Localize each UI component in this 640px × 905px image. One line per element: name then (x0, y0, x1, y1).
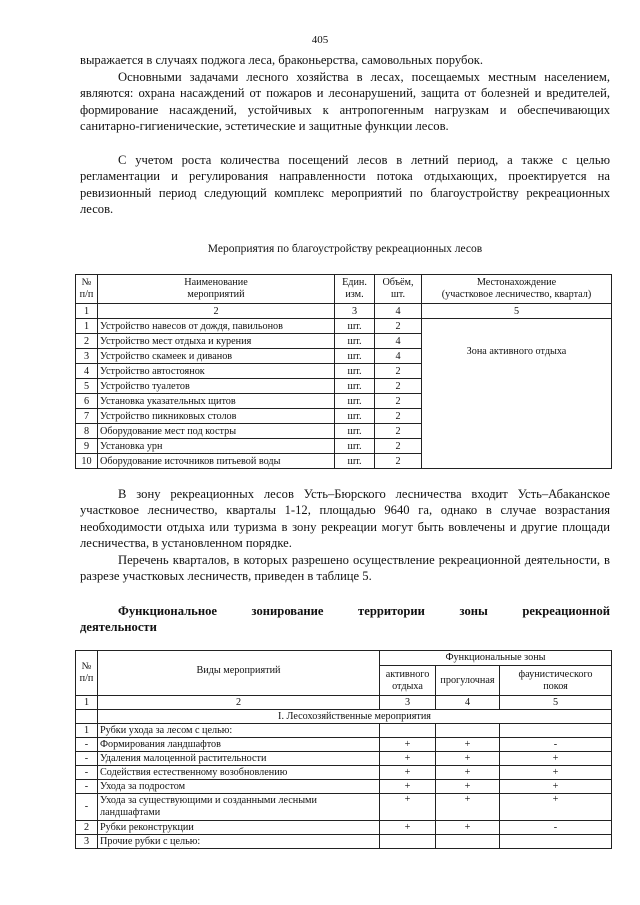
row-fauna: + (500, 780, 612, 794)
row-name: Устройство скамеек и диванов (98, 349, 335, 364)
row-name: Устройство навесов от дождя, павильонов (98, 319, 335, 334)
row-active: + (380, 738, 436, 752)
row-num: 2 (76, 821, 98, 835)
table-header-row (76, 651, 612, 666)
row-name: Установка урн (98, 439, 335, 454)
row-num: - (76, 766, 98, 780)
row-volume: 2 (375, 409, 422, 424)
row-num: 1 (76, 319, 98, 334)
paragraph-5: Перечень кварталов, в которых разрешено осуществление рекреационной деятельности, в разрезе участковых лесничеств, приведен в таблице 5. (80, 553, 610, 584)
row-walk: + (436, 780, 500, 794)
row-active: + (380, 794, 436, 821)
row-name: Ухода за существующими и созданными лесными ландшафтами (98, 794, 380, 821)
row-walk: + (436, 766, 500, 780)
col-number: 3 (335, 304, 375, 319)
header-num: № п/п (76, 651, 98, 696)
row-active: + (380, 766, 436, 780)
row-num: - (76, 780, 98, 794)
table-row (76, 794, 612, 821)
row-unit: шт. (335, 334, 375, 349)
row-num: 4 (76, 364, 98, 379)
row-walk (436, 835, 500, 849)
row-num: 7 (76, 409, 98, 424)
row-volume: 2 (375, 364, 422, 379)
row-fauna (500, 835, 612, 849)
row-fauna: + (500, 752, 612, 766)
row-volume: 2 (375, 424, 422, 439)
row-name: Оборудование мест под костры (98, 424, 335, 439)
row-active: + (380, 821, 436, 835)
col-number: 1 (76, 696, 98, 710)
table-row (76, 752, 612, 766)
row-fauna: - (500, 738, 612, 752)
row-unit: шт. (335, 319, 375, 334)
row-volume: 2 (375, 319, 422, 334)
header-walk: прогулочная (436, 666, 500, 696)
col-number: 5 (500, 696, 612, 710)
table1-caption: Мероприятия по благоустройству рекреационных лесов (207, 243, 483, 255)
header-fauna: фаунистического покоя (500, 666, 612, 696)
row-num: 2 (76, 334, 98, 349)
row-name: Устройство туалетов (98, 379, 335, 394)
row-name: Рубки реконструкции (98, 821, 380, 835)
header-num: № п/п (76, 275, 98, 304)
table-row (76, 319, 612, 334)
table-row (76, 766, 612, 780)
row-active: + (380, 780, 436, 794)
row-volume: 2 (375, 439, 422, 454)
row-active (380, 835, 436, 849)
row-walk (436, 724, 500, 738)
row-unit: шт. (335, 349, 375, 364)
table-row (76, 724, 612, 738)
col-number: 4 (436, 696, 500, 710)
row-num: - (76, 752, 98, 766)
row-walk: + (436, 738, 500, 752)
row-name: Ухода за подростом (98, 780, 380, 794)
section-row (76, 710, 612, 724)
row-active (380, 724, 436, 738)
row-num: 3 (76, 835, 98, 849)
row-num: 1 (76, 724, 98, 738)
row-walk: + (436, 794, 500, 821)
row-fauna: + (500, 794, 612, 821)
row-fauna: - (500, 821, 612, 835)
row-unit: шт. (335, 439, 375, 454)
header-location: Местонахождение (участковое лесничество, квартал) (422, 275, 612, 304)
measures-table (75, 274, 612, 469)
row-volume: 4 (375, 334, 422, 349)
row-num: 5 (76, 379, 98, 394)
table-row (76, 835, 612, 849)
table-header-row (76, 275, 612, 304)
row-name: Формирования ландшафтов (98, 738, 380, 752)
row-fauna: + (500, 766, 612, 780)
paragraph-3: С учетом роста количества посещений лесов в летний период, а также с целью регламентации и регулирования направленности потока отдыхающих, проектируется на ревизионный период следующий комплекс мероприятий по благоустройству рекреационных лесов. (80, 153, 610, 217)
header-active: активного отдыха (380, 666, 436, 696)
header-kind: Виды мероприятий (98, 651, 380, 696)
row-unit: шт. (335, 379, 375, 394)
row-active: + (380, 752, 436, 766)
paragraph-4: В зону рекреационных лесов Усть–Бюрского лесничества входит Усть–Абаканское участковое лесничество, кварталы 1-12, площадью 9640 га, однако в случае возрастания необходимости отдыха или туризма в зону рекреации могут быть вовлечены и другие площади лесничества, в установленном порядке. (80, 487, 610, 551)
col-number: 2 (98, 304, 335, 319)
page-number: 405 (311, 34, 329, 46)
row-unit: шт. (335, 409, 375, 424)
col-number: 4 (375, 304, 422, 319)
table-row (76, 780, 612, 794)
header-volume: Объём, шт. (375, 275, 422, 304)
paragraph-1: выражается в случаях поджога леса, браконьерства, самовольных порубок. (80, 53, 484, 67)
row-name: Содействия естественному возобновлению (98, 766, 380, 780)
row-num: - (76, 738, 98, 752)
table-row (76, 738, 612, 752)
location-cell: Зона активного отдыха (422, 319, 612, 469)
row-name: Прочие рубки с целью: (98, 835, 380, 849)
table2-heading-line1: Функциональное зонирование территории зоны рекреационной (118, 604, 610, 618)
row-name: Установка указательных щитов (98, 394, 335, 409)
row-walk: + (436, 752, 500, 766)
column-number-row (76, 696, 612, 710)
table-row (76, 821, 612, 835)
section-title: I. Лесохозяйственные мероприятия (98, 710, 612, 724)
row-volume: 2 (375, 454, 422, 469)
row-name: Устройство пикниковых столов (98, 409, 335, 424)
table2-heading-line2: деятельности (80, 620, 157, 634)
row-num: 10 (76, 454, 98, 469)
zoning-table (75, 650, 612, 849)
paragraph-2: Основными задачами лесного хозяйства в лесах, посещаемых местным населением, являются: охрана насаждений от пожаров и лесонарушений, защита от болезней и вредителей, формирование насаждений, устойчивых к антропогенным нагрузкам и обеспечивающих санитарно-гигиенические, эстетические и защитные функции лесов. (80, 70, 610, 134)
row-num: - (76, 794, 98, 821)
row-name: Рубки ухода за лесом с целью: (98, 724, 380, 738)
row-num: 3 (76, 349, 98, 364)
row-num: 8 (76, 424, 98, 439)
header-name: Наименование мероприятий (98, 275, 335, 304)
row-name: Удаления малоценной растительности (98, 752, 380, 766)
row-volume: 2 (375, 394, 422, 409)
row-fauna (500, 724, 612, 738)
row-num: 9 (76, 439, 98, 454)
row-name: Оборудование источников питьевой воды (98, 454, 335, 469)
row-unit: шт. (335, 394, 375, 409)
header-unit: Един. изм. (335, 275, 375, 304)
col-number: 1 (76, 304, 98, 319)
col-number: 2 (98, 696, 380, 710)
row-unit: шт. (335, 454, 375, 469)
column-number-row (76, 304, 612, 319)
row-volume: 4 (375, 349, 422, 364)
row-unit: шт. (335, 364, 375, 379)
row-walk: + (436, 821, 500, 835)
row-volume: 2 (375, 379, 422, 394)
header-zones: Функциональные зоны (380, 651, 612, 666)
col-number: 3 (380, 696, 436, 710)
row-num: 6 (76, 394, 98, 409)
col-number: 5 (422, 304, 612, 319)
row-name: Устройство мест отдыха и курения (98, 334, 335, 349)
row-name: Устройство автостоянок (98, 364, 335, 379)
row-unit: шт. (335, 424, 375, 439)
